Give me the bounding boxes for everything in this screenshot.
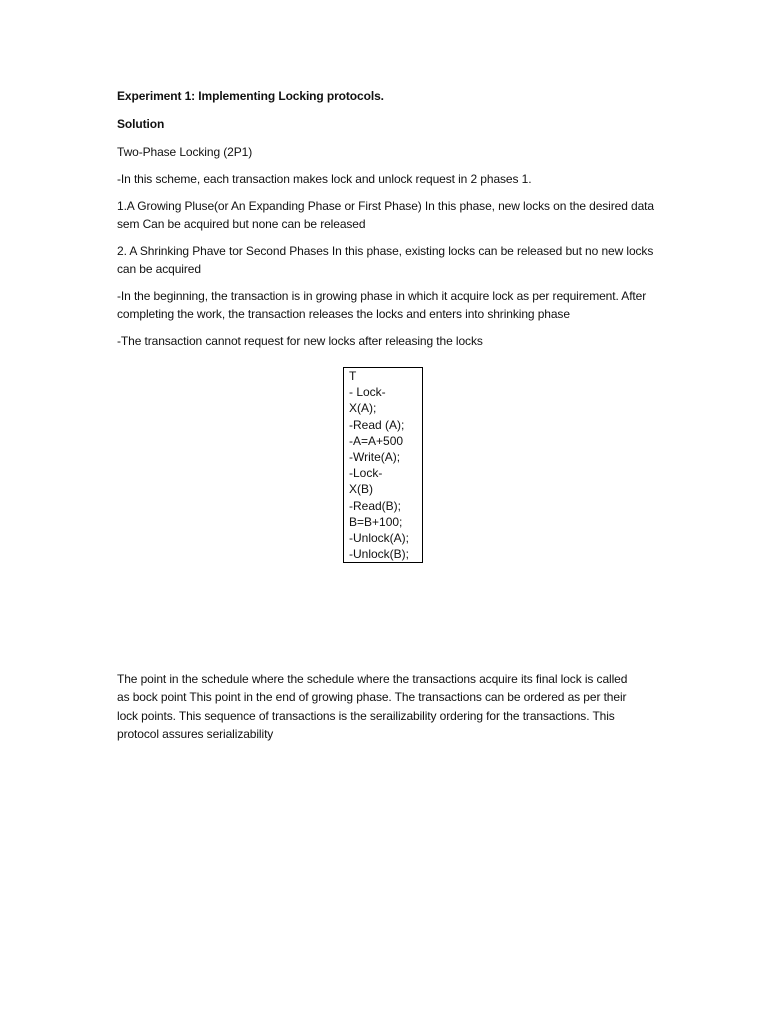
closing-paragraph: The point in the schedule where the schedule where the transactions acquire its final lock is called as bock point This point in the end of growing phase. The transactions can be ordered as per their lock points. This sequence of transactions is the serailizability ordering for the transactions. This protocol assures serializability [117, 672, 628, 741]
transaction-line: -Write(A); [349, 450, 401, 465]
transaction-line: X(A); [349, 401, 377, 416]
document-body [117, 87, 657, 359]
transaction-line: -A=A+500 [349, 433, 404, 448]
transaction-line: - Lock- [349, 385, 386, 400]
transaction-line: B=B+100; [349, 514, 403, 529]
section-heading: Two-Phase Locking (2P1) [117, 145, 253, 159]
document-title: Experiment 1: Implementing Locking protocols. [117, 89, 384, 103]
transaction-line: T [349, 369, 357, 383]
transaction-line: -Unlock(B); [349, 547, 410, 562]
paragraph-no-new-locks: -The transaction cannot request for new locks after releasing the locks [117, 334, 483, 348]
transaction-line: -Read (A); [349, 417, 405, 432]
transaction-line: -Lock- [349, 466, 383, 481]
paragraph-scheme: -In this scheme, each transaction makes lock and unlock request in 2 phases 1. [117, 172, 532, 186]
transaction-box [343, 367, 423, 563]
solution-label: Solution [117, 117, 165, 131]
paragraph-shrinking-phase: 2. A Shrinking Phave tor Second Phases In this phase, existing locks can be released but no new locks can be acquired [117, 244, 654, 276]
paragraph-beginning: -In the beginning, the transaction is in growing phase in which it acquire lock as per requirement. After completing the work, the transaction releases the locks and enters into shrinking phase [117, 289, 647, 321]
transaction-line: -Read(B); [349, 498, 402, 513]
transaction-line: X(B) [349, 482, 373, 497]
transaction-line: -Unlock(A); [349, 531, 410, 546]
paragraph-growing-phase: 1.A Growing Pluse(or An Expanding Phase or First Phase) In this phase, new locks on the desired data sem Can be acquired but none can be released [117, 199, 654, 231]
